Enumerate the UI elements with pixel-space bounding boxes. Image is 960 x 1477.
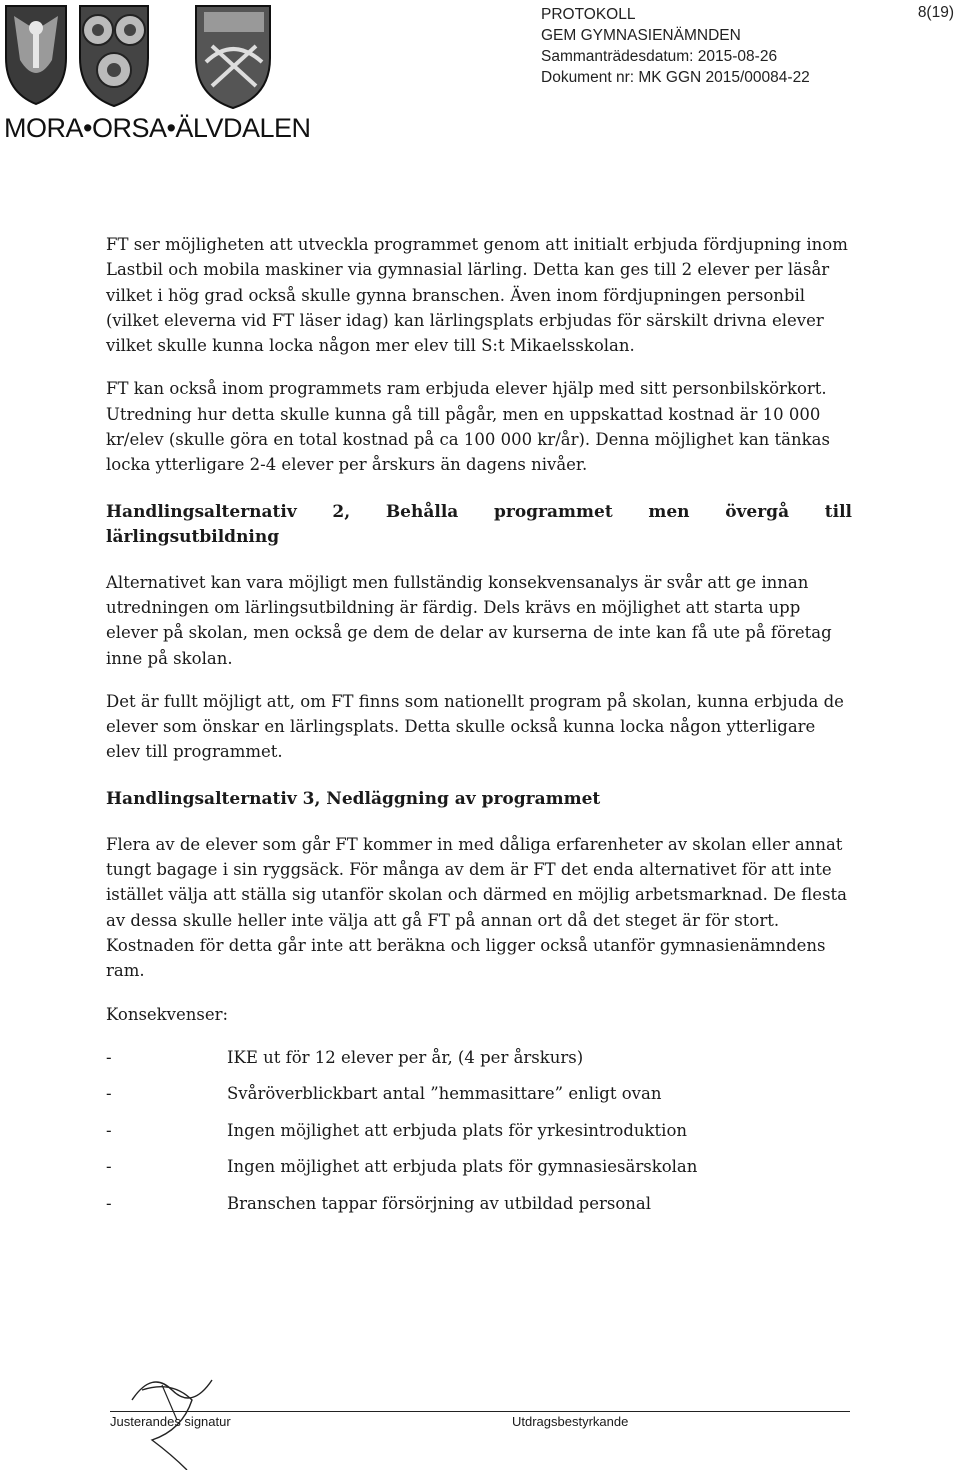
consequences-label: Konsekvenser:	[106, 1004, 229, 1024]
paragraph-4: Det är fullt möjligt att, om FT finns som nationellt program på skolan, kunna erbjuda de elever som önskar en lärlingsplats. Detta skulle också kunna locka någon ytterligare elev till programmet.	[106, 691, 844, 762]
footer-signature-label: Justerandes signatur	[110, 1414, 231, 1429]
list-item	[106, 1081, 852, 1118]
section-heading-alternative-2	[106, 500, 852, 550]
list-item-text: Branschen tappar försörjning av utbildad personal	[227, 1193, 652, 1213]
list-item-text: Ingen möjlighet att erbjuda plats för yrkesintroduktion	[227, 1120, 688, 1140]
doc-type: PROTOKOLL	[541, 6, 636, 23]
list-item	[106, 1154, 852, 1191]
page-number: 8(19)	[917, 4, 954, 21]
municipality-brand: MORA•ORSA•ÄLVDALEN	[4, 113, 311, 143]
heading-word: Handlingsalternativ	[106, 501, 297, 522]
list-item	[106, 1191, 852, 1228]
orsa-coat-of-arms-icon	[80, 6, 148, 106]
committee-name: GEM GYMNASIENÄMNDEN	[541, 27, 741, 44]
dash-bullet: -	[106, 1193, 112, 1213]
list-item-text: Svåröverblickbart antal ”hemmasittare” enligt ovan	[227, 1084, 662, 1104]
heading-word: programmet	[493, 501, 613, 522]
dash-bullet: -	[106, 1084, 112, 1104]
paragraph-1: FT ser möjligheten att utveckla programmet genom att initialt erbjuda fördjupning inom Lastbil och mobila maskiner via gymnasial lärling. Detta kan ges till 2 elever per läsår vilket i hög grad också skulle gynna branschen. Även inom fördjupningen personbil (vilket eleverna vid FT läser idag) kan lärlingsplats erbjudas för särskilt drivna elever vilket skulle kunna locka någon mer elev till S:t Mikaelsskolan.	[106, 235, 848, 356]
heading-word: men	[648, 501, 690, 522]
list-item-text: IKE ut för 12 elever per år, (4 per årskurs)	[227, 1047, 584, 1067]
heading-word: 2,	[332, 501, 351, 522]
dash-bullet: -	[106, 1047, 112, 1067]
heading-word: Behålla	[385, 501, 459, 522]
footer-divider	[110, 1411, 850, 1412]
municipal-coats-of-arms	[0, 0, 280, 115]
heading-line-1	[106, 500, 852, 525]
paragraph-5: Flera av de elever som går FT kommer in med dåliga erfarenheter av skolan eller annat tungt bagage i sin ryggsäck. För många av dem är FT det enda alternativet för att inte istället välja att ställa sig utanför skolan och därmed en möjlig arbetsmarknad. De flesta av dessa skulle heller inte välja att gå FT på annan ort då det steget är för stort. Kostnaden för detta går inte att beräkna och ligger också utanför gymnasienämndens ram.	[106, 834, 848, 981]
heading-line-2: lärlingsutbildning	[106, 526, 280, 547]
document-number: Dokument nr: MK GGN 2015/00084-22	[541, 69, 810, 86]
document-body	[106, 232, 852, 1227]
dash-bullet: -	[106, 1157, 112, 1177]
alvdalen-coat-of-arms-icon	[196, 6, 270, 108]
heading-word: övergå	[725, 501, 790, 522]
mora-coat-of-arms-icon	[6, 6, 66, 104]
heading-word: till	[824, 501, 852, 522]
document-meta	[541, 4, 810, 88]
section-heading-alternative-3: Handlingsalternativ 3, Nedläggning av programmet	[106, 788, 601, 809]
list-item	[106, 1045, 852, 1082]
footer-certification-label: Utdragsbestyrkande	[512, 1414, 629, 1429]
list-item-text: Ingen möjlighet att erbjuda plats för gymnasiesärskolan	[227, 1157, 698, 1177]
meeting-date: Sammanträdesdatum: 2015-08-26	[541, 48, 778, 65]
paragraph-2: FT kan också inom programmets ram erbjuda elever hjälp med sitt personbilskörkort. Utredning hur detta skulle kunna gå till pågår, men en uppskattad kostnad är 10 000 kr/elev (skulle göra en total kostnad på ca 100 000 kr/år). Denna möjlighet kan tänkas locka ytterligare 2-4 elever per årskurs än dagens nivåer.	[106, 379, 830, 475]
paragraph-3: Alternativet kan vara möjligt men fullständig konsekvensanalys är svår att ge innan utredningen om lärlingsutbildning är färdig. Dels krävs en möjlighet att starta upp elever på skolan, men också ge dem de delar av kurserna de inte kan få ute på företag inne på skolan.	[106, 572, 832, 668]
consequences-list	[106, 1045, 852, 1228]
dash-bullet: -	[106, 1120, 112, 1140]
list-item	[106, 1118, 852, 1155]
